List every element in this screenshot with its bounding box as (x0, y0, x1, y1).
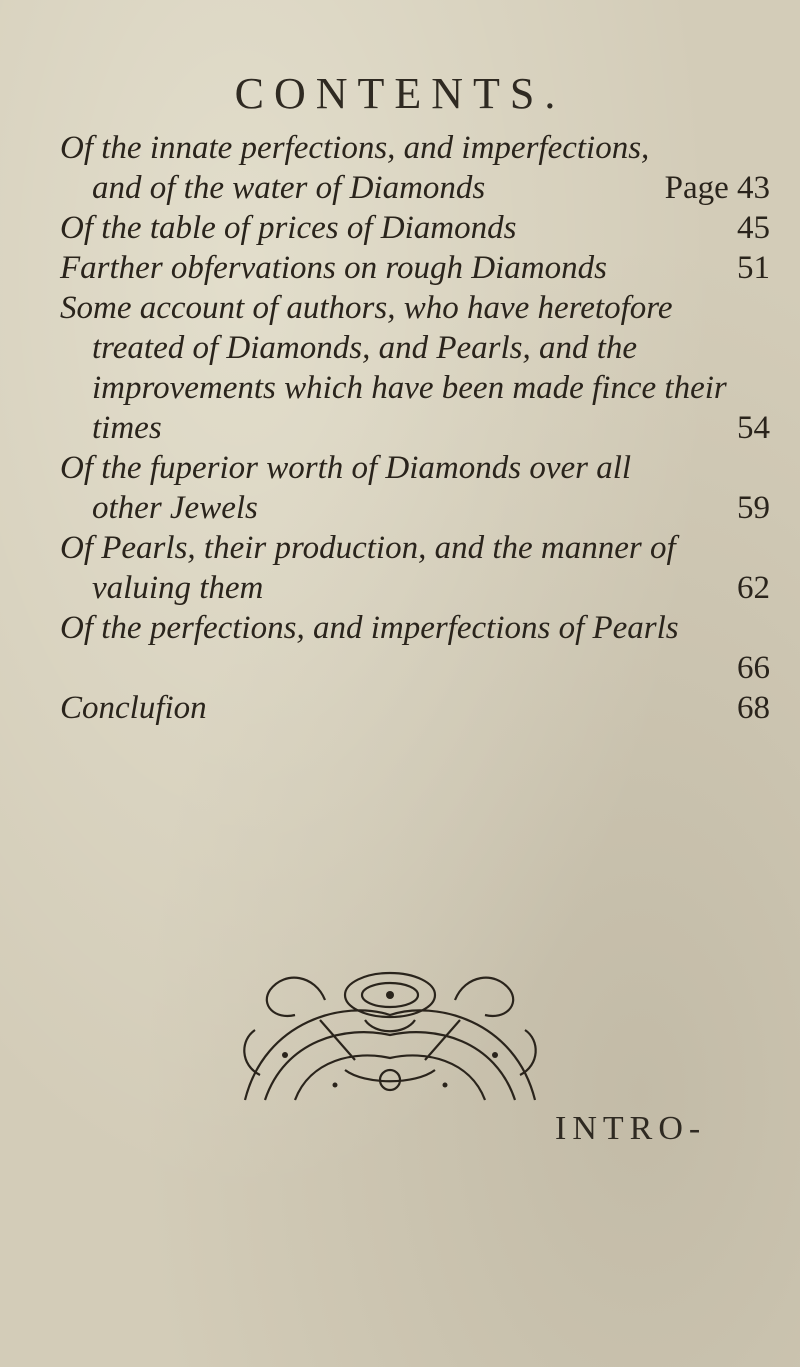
toc-page-number: 45 (737, 210, 770, 246)
toc-entry (60, 688, 770, 728)
toc-entry-line: improvements which have been made fince their (92, 370, 727, 406)
toc-entry-line: other Jewels (92, 490, 258, 526)
toc-page-number: 62 (737, 570, 770, 606)
toc-entry (60, 448, 770, 528)
toc-entry (60, 608, 770, 686)
toc-page-number: Page 43 (664, 170, 770, 206)
toc-entry-line: and of the water of Diamonds (92, 170, 486, 206)
toc-page-number: 59 (737, 490, 770, 526)
toc-entry-line: Of the innate perfections, and imperfections, (60, 130, 650, 166)
toc-entry-line: valuing them (92, 570, 264, 606)
toc-entry-line: Of Pearls, their production, and the manner of (60, 530, 676, 566)
toc-entry (60, 248, 770, 288)
toc-entry-line: Of the table of prices of Diamonds (60, 210, 517, 246)
toc-entry (60, 528, 770, 608)
toc-page-number: 66 (737, 650, 770, 686)
toc-entry-line: treated of Diamonds, and Pearls, and the (92, 330, 638, 366)
floral-tailpiece-ornament-icon (225, 960, 555, 1110)
toc-entry-line: Of the fuperior worth of Diamonds over all (60, 450, 632, 486)
toc-entry (60, 128, 770, 208)
toc-entry-line: Farther obfervations on rough Diamonds (60, 250, 607, 286)
toc-page-number: 51 (737, 250, 770, 286)
toc-entry-line: times (92, 410, 162, 446)
toc-entry-line: Conclufion (60, 690, 207, 726)
catchword: INTRO- (555, 1110, 707, 1147)
toc-page-number: 68 (737, 690, 770, 726)
toc-entry (60, 288, 770, 448)
page-heading: CONTENTS. (234, 69, 566, 118)
toc-page-number: 54 (737, 410, 770, 446)
toc-entry (60, 208, 770, 248)
toc-entry-line: Some account of authors, who have heretofore (60, 290, 673, 326)
toc-entry-line: Of the perfections, and imperfections of Pearls (60, 610, 679, 646)
